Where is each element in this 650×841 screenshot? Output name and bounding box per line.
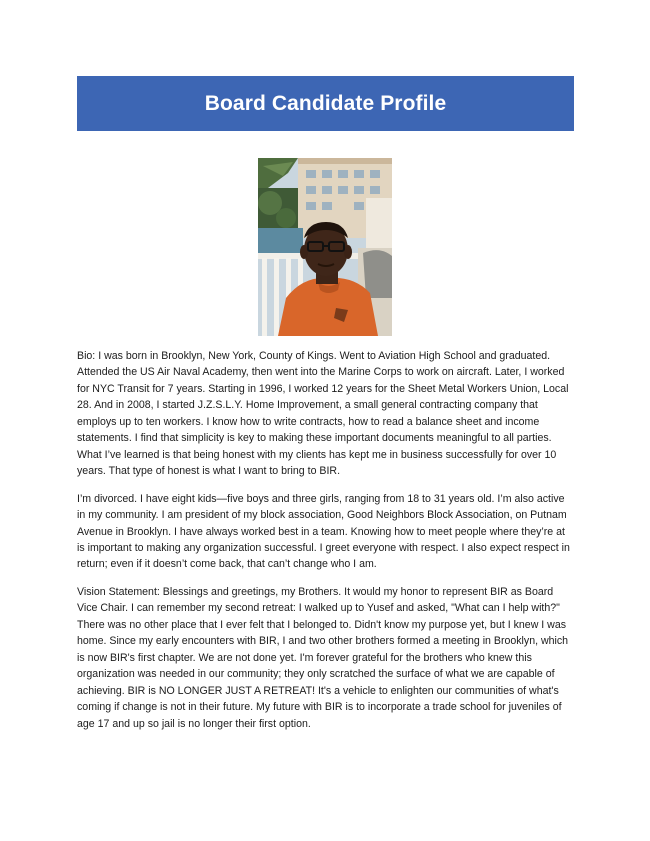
bio-paragraph: Bio: I was born in Brooklyn, New York, County of Kings. Went to Aviation High School and graduated. Attended the US Air Naval Academy, then went into the Marine Corps to work on aircraft. Later, I worked for NYC Transit for 7 years. Starting in 1996, I worked 12 years for the Sheet Metal Workers Union, Local 28. And in 2008, I started J.Z.S.L.Y. Home Improvement, a small general contracting company that employs up to ten workers. I know how to write contracts, how to read a balance sheet and income statements. I find that simplicity is key to making these important documents meaningful to all parties. What I’ve learned is that being honest with my clients has kept me in business successfully for over 10 years. That type of honest is what I want to bring to BIR. [77, 350, 569, 478]
title-banner [77, 76, 574, 131]
vision-statement-paragraph: Vision Statement: Blessings and greetings, my Brothers. It would my honor to represent BIR as Board Vice Chair. I can remember my second retreat: I walked up to Yusef and asked, "What can I help with?" There was no other place that I ever felt that I belonged to. Didn't know my purpose yet, but I knew I was home. Since my early encounters with BIR, I and two other brothers formed a meeting in Brooklyn, which is now BIR's first chapter. We are not done yet. I'm forever grateful for the brothers who knew this organization was needed in our community; they only scratched the surface of what we are capable of achieving. BIR is NO LONGER JUST A RETREAT! It's a vehicle to enlighten our communities of what's coming if change is not in their future. My future with BIR is to incorporate a trade school for juveniles of age 17 and up so jail is no longer their first option. [77, 585, 569, 730]
personal-paragraph: I’m divorced. I have eight kids—five boys and three girls, ranging from 18 to 31 years old. I’m also active in my community. I am president of my block association, Good Neighbors Block Association, on Putnam Avenue in Brooklyn. I have always worked best in a team. Knowing how to meet people where they’re at is important to making any organization successful. I greet everyone with respect. I also expect respect in return; even if it doesn’t come back, that can’t change who I am. [77, 492, 570, 571]
profile-body [77, 348, 575, 743]
candidate-photo [258, 158, 392, 336]
page-title: Board Candidate Profile [204, 91, 447, 115]
